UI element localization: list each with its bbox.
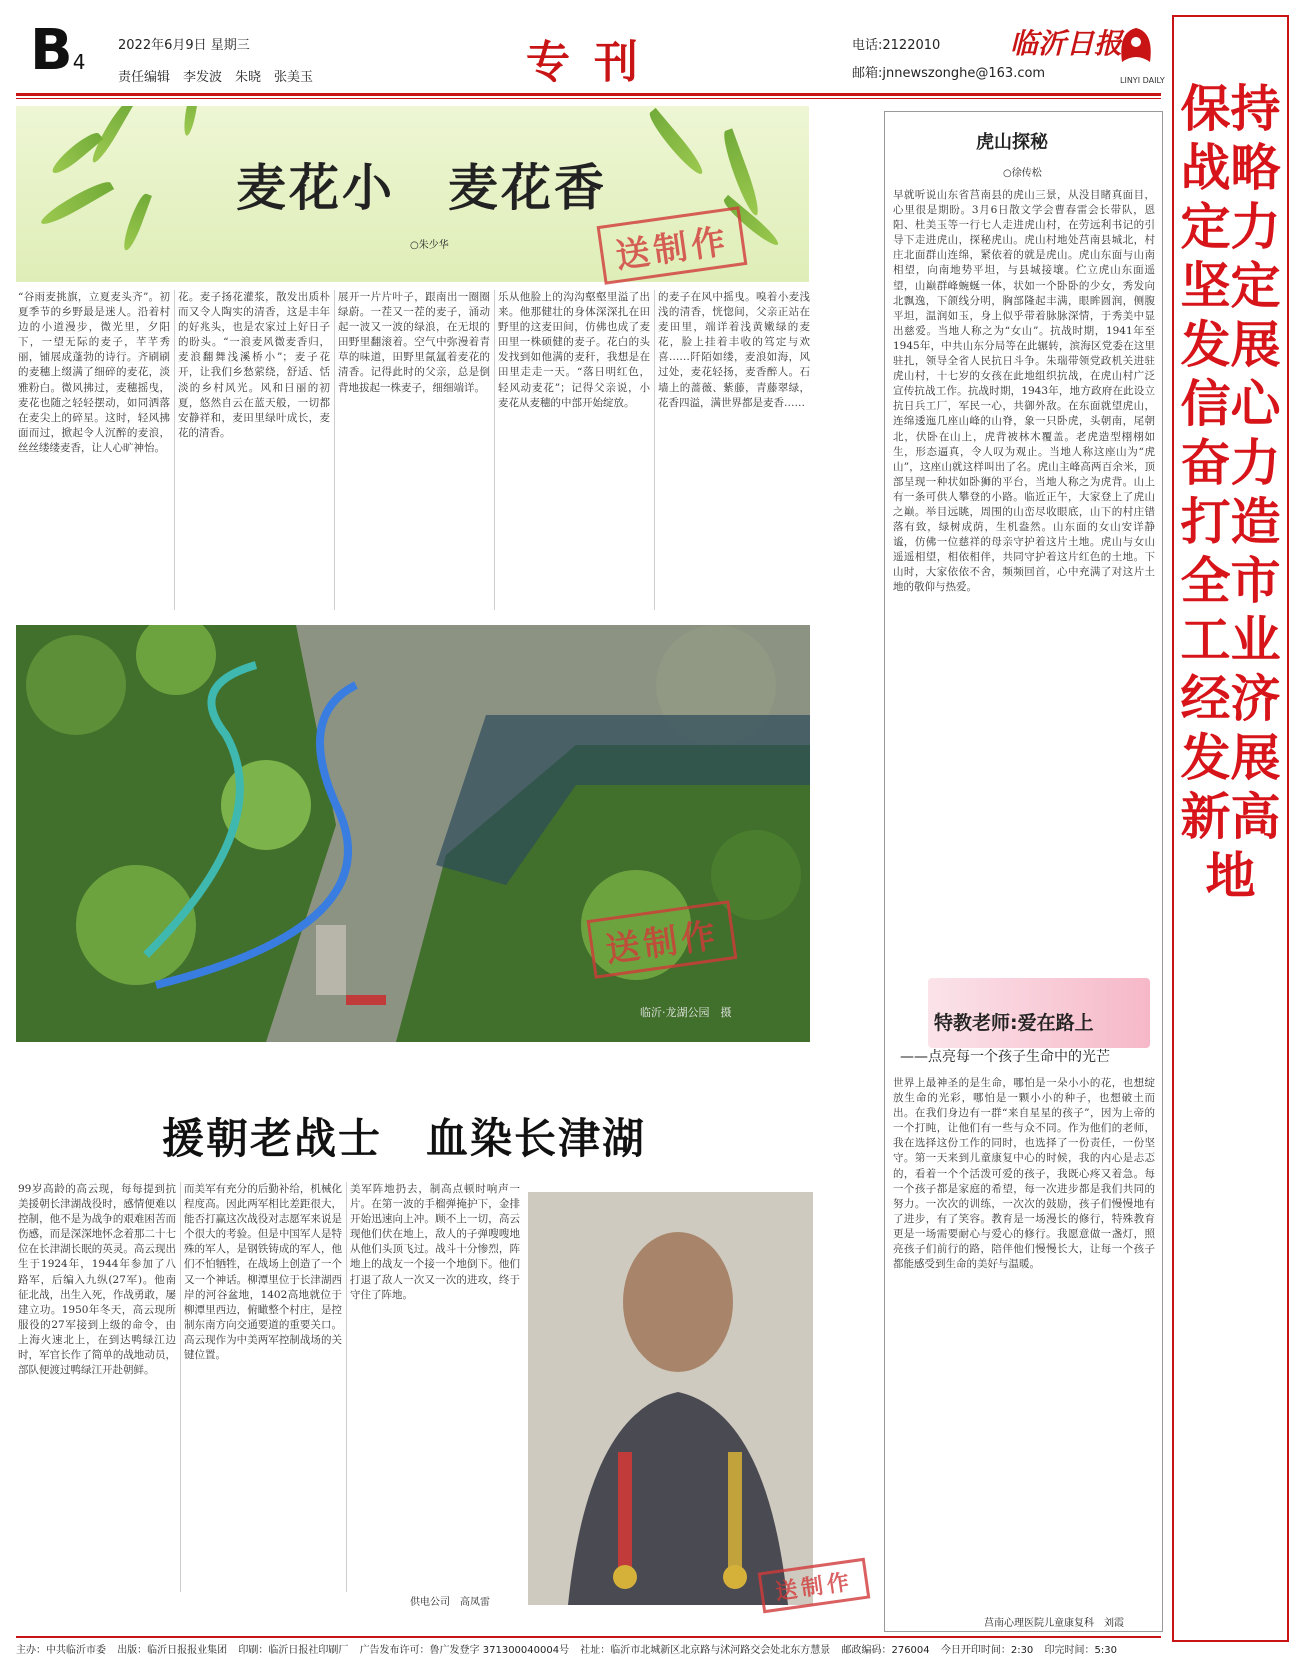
veteran-photo-icon <box>528 1192 813 1605</box>
article1-column-4: 乐从他脸上的沟沟壑壑里溢了出来。他那健壮的身体深深扎在田野里的这麦田间，仿佛也成了麦田里一株硕健的麦子。花白的头发找到如他满的麦秆，我想是在田里走走一天。“落日明红色，轻风动麦花”；记得父亲说，小麦花从麦穗的中部开始绽放。 <box>498 291 650 409</box>
header-rule <box>16 93 1161 96</box>
column-divider <box>174 290 175 610</box>
article3-column-1: 99岁高龄的高云现，每每提到抗美援朝长津湖战役时，感情便难以控制，他不是为战争的艰难困苦而伤感，而是深深地怀念着那二十七位在长津湖长眠的英灵。高云现出生于1924年，1944年参加了八路军，后编入九纵(27军)。他南征北战，出生入死，作战勇敢，屡建立功。1950年冬天，高云现所服役的27军接到上级的命令，由上海火速北上，在到达鸭绿江边时，军官长作了简单的战地动员，部队便渡过鸭绿江开赴朝鲜。 <box>18 1183 176 1377</box>
article5-subtitle: ——点亮每一个孩子生命中的光芒 <box>900 1049 1110 1065</box>
article3-sign: 供电公司 高凤雷 <box>410 1597 490 1608</box>
article1-author: ○朱少华 <box>410 240 449 251</box>
article1-column-5: 的麦子在风中摇曳。嗅着小麦浅浅的清香，恍惚间，父亲正站在麦田里，端详着浅黄嫩绿的麦花，脸上挂着丰收的笃定与欢喜……阡陌如缕，麦浪如海，风过处，麦花轻扬，麦香醉人。石墙上的蔷薇、紫藤，青藤翠绿，花香四溢，满世界都是麦香…… <box>658 291 810 409</box>
footer-printer: 印刷：临沂日报社印刷厂 <box>238 1645 349 1656</box>
article3-column-2: 而美军有充分的后勤补给，机械化程度高。因此两军相比差距很大，能否打赢这次战役对志愿军来说是个很大的考验。但是中国军人是特殊的军人，是钢铁铸成的军人，他们不怕牺牲，在战场上创造了一个又一个神话。柳潭里位于长津湖西岸的河谷盆地，1402高地就位于柳潭里西边，俯瞰整个村庄，是控制东南方向交通要道的重要关口。高云现作为中美两军控制战场的关键位置。 <box>184 1183 342 1362</box>
column-divider <box>494 290 495 610</box>
editors: 责任编辑 李发波 朱晓 张美玉 <box>118 70 314 85</box>
article5-sign: 莒南心理医院儿童康复科 刘霞 <box>984 1618 1124 1629</box>
column-divider <box>180 1182 181 1592</box>
section-title: 专刊 <box>526 37 662 88</box>
park-image-icon <box>16 625 810 1042</box>
newspaper-logo: 临沂日报 <box>1010 27 1123 60</box>
article4-title: 虎山探秘 <box>976 132 1048 153</box>
article1-column-3: 展开一片片叶子，跟南出一圈圈绿蔚。一茬又一茬的麦子，涌动起一波又一波的绿浪，在无垠的田野里翻滚着。空气中弥漫着青草的味道，田野里氤氲着麦花的清香。记得此时的父亲，总是倒背地拔起一株麦子，细细端详。 <box>338 291 490 394</box>
article5-body: 世界上最神圣的是生命，哪怕是一朵小小的花，也想绽放生命的光彩，哪怕是一颗小小的种子，也想破土而出。在我们身边有一群“来自星星的孩子”，因为上帝的一个打盹，让他们有一些与众不同。作为他们的老师，我在选择这份工作的同时，也选择了一份责任，一份坚守。第一天来到儿童康复中心的时候，我的内心是忐忑的，看着一个个活泼可爱的孩子，我既心疼又着急。每一个孩子都是家庭的希望，每一次进步都是我们共同的努力。一次次的训练，一次次的鼓励，孩子们慢慢地有了进步，有了笑容。教育是一场漫长的修行，特殊教育更是一场需要耐心与爱心的修行。我愿意做一盏灯，照亮孩子们前行的路，陪伴他们慢慢长大，让每一个孩子都能感受到生命的美好与温暖。 <box>893 1077 1155 1271</box>
aerial-park-photo <box>16 625 810 1042</box>
logo-mark-icon <box>1116 22 1156 74</box>
issue-date: 2022年6月9日 星期三 <box>118 38 250 53</box>
footer-host: 主办：中共临沂市委 <box>16 1645 106 1656</box>
column-divider <box>346 1182 347 1592</box>
vertical-slogan: 保持战略定力坚定发展信心奋力打造全市工业经济发展新高地 <box>1180 80 1281 905</box>
article1-title: 麦花小 麦花香 <box>236 159 607 217</box>
photo-caption: 临沂·龙湖公园 摄 <box>640 1006 732 1019</box>
article3-column-3: 美军阵地扔去，制高点顿时响声一片。在第一波的手榴弹掩护下，金排开始迅速向上冲。顾不上一切，高云现他们伏在地上，敌人的子弹嗖嗖地从他们头顶飞过。战斗十分惨烈，阵地上的战友一个接一个地倒下。他们打退了敌人一次又一次的进攻，终于守住了阵地。 <box>350 1183 520 1301</box>
article4-author: ○徐传松 <box>1003 168 1042 179</box>
header-rule-thin <box>16 98 1161 99</box>
article4-body: 早就听说山东省莒南县的虎山三景，从没目睹真面目，心里很是期盼。3月6日散文学会曹春雷会长带队，恩阳、杜美玉等一行七人走进虎山村，在劳远利书记的引导下走进虎山，探秘虎山。虎山村地处莒南县城北，村庄北面群山连绵，紧依着的就是虎山。虎山东面与山南相望，向南地势平坦，与县城接壤。伫立虎山东面遥望，山巅群峰蜿蜒一体，状如一个卧卧的少女，秀发向北飘逸，下颌线分明，胸部隆起丰满，眼眸圆润，侧腹平坦，温润如玉，身上似乎带着脉脉深情，于秀美中显出慈爱。当地人称之为“女山”。抗战时期，1941年至1945年，中共山东分局等在此辗转，滨海区党委在这里驻扎，领导全省人民抗日斗争。朱瑞带领党政机关进驻虎山村，十七岁的女孩在此地组织抗战，在虎山村广泛宣传抗战工作。抗战时期，1943年，地方政府在此设立抗日兵工厂，军民一心，共御外敌。在东面就望虎山，连绵逶迤几座山峰的山脊，象一只卧虎，头朝南，尾朝北，伏卧在山上，虎背被林木覆盖。老虎造型栩栩如生，形态逼真，令人叹为观止。当地人称这座山为“虎山”，这座山就这样叫出了名。虎山主峰高两百余米，顶部呈现一种状如卧狮的平台，当地人称之为虎背。山上有一条可供人攀登的小路。临近正午，大家登上了虎山之巅。举目远眺，周围的山峦尽收眼底，山下的村庄错落有致，绿树成荫，生机盎然。山东面的女山安详静谧，仿佛一位慈祥的母亲守护着这片土地。虎山与女山遥遥相望，相依相伴，共同守护着这片红色的土地。下山时，大家依依不舍，频频回首，心中充满了对这片土地的敬仰与热爱。 <box>893 189 1155 594</box>
page-letter: B 4 <box>30 18 84 83</box>
email: 邮箱:jnnewszonghe@163.com <box>852 66 1046 81</box>
footer-address: 社址：临沂市北城新区北京路与沭河路交会处北东方慧景 <box>580 1645 831 1656</box>
article1-column-2: 花。麦子扬花灌浆，散发出质朴而又令人陶实的清香，这是丰年的好兆头，也是农家过上好日子的盼头。“一浪麦风微麦香归，麦浪翻舞浅溪桥小”；麦子花开，让我们乡愁萦绕，舒适、恬淡的乡村风光。风和日丽的初夏，悠然自云在蓝天般，一切都安静祥和，麦田里绿叶成长，麦花的清香。 <box>178 291 330 439</box>
footer-ad-license: 广告发布许可：鲁广发登字 371300040004号 <box>359 1645 570 1656</box>
phone: 电话:2122010 <box>852 38 941 53</box>
column-divider <box>334 290 335 610</box>
article5-title: 特教老师:爱在路上 <box>934 1012 1094 1034</box>
article1-column-1: “谷雨麦挑旗，立夏麦头齐”。初夏季节的乡野最是迷人。沿着村边的小道漫步，微光里，夕阳下，一望无际的麦子，芊芊秀丽，铺展成蓬勃的诗行。齐刷刷的麦穗上缀满了细碎的麦花，淡雅粉白。微风拂过，麦穗摇曳，麦花也随之轻轻摆动，如同洒落在麦尖上的碎星。这时，轻风拂面而过，掀起令人沉醉的麦浪，丝丝缕缕麦香，让人心旷神怡。 <box>18 291 170 454</box>
footer-rule <box>16 1636 1161 1638</box>
column-divider <box>654 290 655 610</box>
footer-print-start: 今日开印时间：2:30 <box>940 1645 1034 1656</box>
veteran-portrait <box>528 1192 813 1605</box>
stamp-photo: 送制作 <box>587 900 738 978</box>
logo-english: LINYI DAILY <box>1120 76 1165 85</box>
page-number: 4 <box>72 50 84 74</box>
footer-info <box>16 1641 1286 1656</box>
footer-postcode: 邮政编码：276004 <box>841 1645 930 1656</box>
article3-title: 援朝老战士 血染长津湖 <box>162 1114 647 1163</box>
stamp-portrait: 送制作 <box>758 1558 871 1614</box>
stamp-article1: 送制作 <box>597 206 748 284</box>
footer-print-end: 印完时间：5:30 <box>1044 1645 1117 1656</box>
footer-publisher: 出版：临沂日报报业集团 <box>117 1645 228 1656</box>
